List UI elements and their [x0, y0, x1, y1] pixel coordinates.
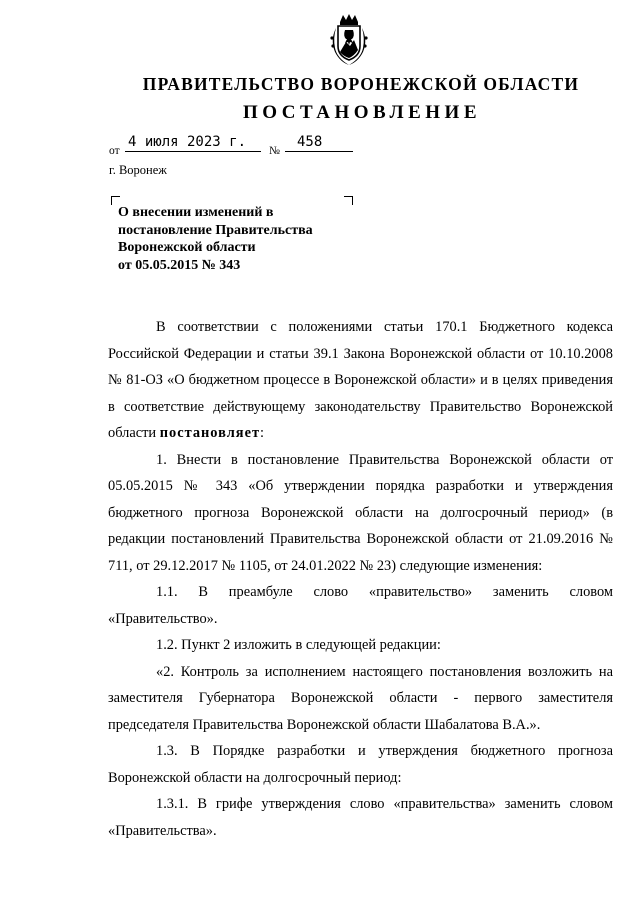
document-type-title: ПОСТАНОВЛЕНИЕ — [242, 102, 482, 123]
preamble-colon: : — [260, 425, 265, 441]
coat-of-arms-icon — [326, 12, 372, 68]
number-underline — [285, 151, 353, 152]
body-paragraph-preamble — [108, 314, 613, 447]
document-subject — [118, 204, 378, 274]
body-paragraph-item-1-1: 1.1. В преамбуле слово «правительство» заменить словом «Правительство». — [108, 584, 613, 627]
subject-line: от 05.05.2015 № 343 — [118, 257, 241, 273]
date-underline — [125, 151, 261, 152]
body-paragraph-quote: «2. Контроль за исполнением настоящего постановления возложить на заместителя Губернатора Воронежской области - первого заместителя председателя Правительства Воронежской области Шабалатова В.А.». — [108, 663, 613, 733]
date-value: 4 июля 2023 г. — [128, 134, 247, 150]
subject-line: Воронежской области — [118, 240, 256, 255]
preamble-text: В соответствии с положениями статьи 170.1 Бюджетного кодекса Российской Федерации и статьи 39.1 Закона Воронежской области от 10.10.2008 № 81-ОЗ «О бюджетном процессе в Воронежской области» и в целях приведения в соответствие действующему законодательству Правительство Воронежской области — [108, 319, 613, 441]
resolution-keyword: постановляет — [159, 425, 261, 441]
subject-line: постановление Правительства — [118, 222, 313, 238]
number-prefix-label: № — [269, 145, 280, 157]
body-paragraph-item-1-3: 1.3. В Порядке разработки и утверждения бюджетного прогноза Воронежской области на долгосрочный период: — [108, 743, 613, 786]
body-paragraph-item-1: 1. Внести в постановление Правительства Воронежской области от 05.05.2015 № 343 «Об утверждении порядка разработки и утверждения бюджетного прогноза Воронежской области на долгосрочный период» (в редакции постановлений Правительства Воронежской области от 21.09.2016 № 711, от 29.12.2017 № 1105, от 24.01.2022 № 23) следующие изменения: — [108, 451, 613, 574]
body-paragraph-item-1-3-1: 1.3.1. В грифе утверждения слово «правительства» заменить словом «Правительства». — [108, 796, 613, 839]
number-value: 458 — [297, 134, 323, 150]
date-prefix-label: от — [109, 145, 120, 157]
body-paragraph-item-1-2: 1.2. Пункт 2 изложить в следующей редакции: — [156, 637, 441, 653]
subject-line: О внесении изменений в — [118, 205, 274, 220]
organization-title: ПРАВИТЕЛЬСТВО ВОРОНЕЖСКОЙ ОБЛАСТИ — [142, 74, 580, 94]
document-body — [108, 314, 613, 844]
city-label: г. Воронеж — [109, 163, 167, 177]
